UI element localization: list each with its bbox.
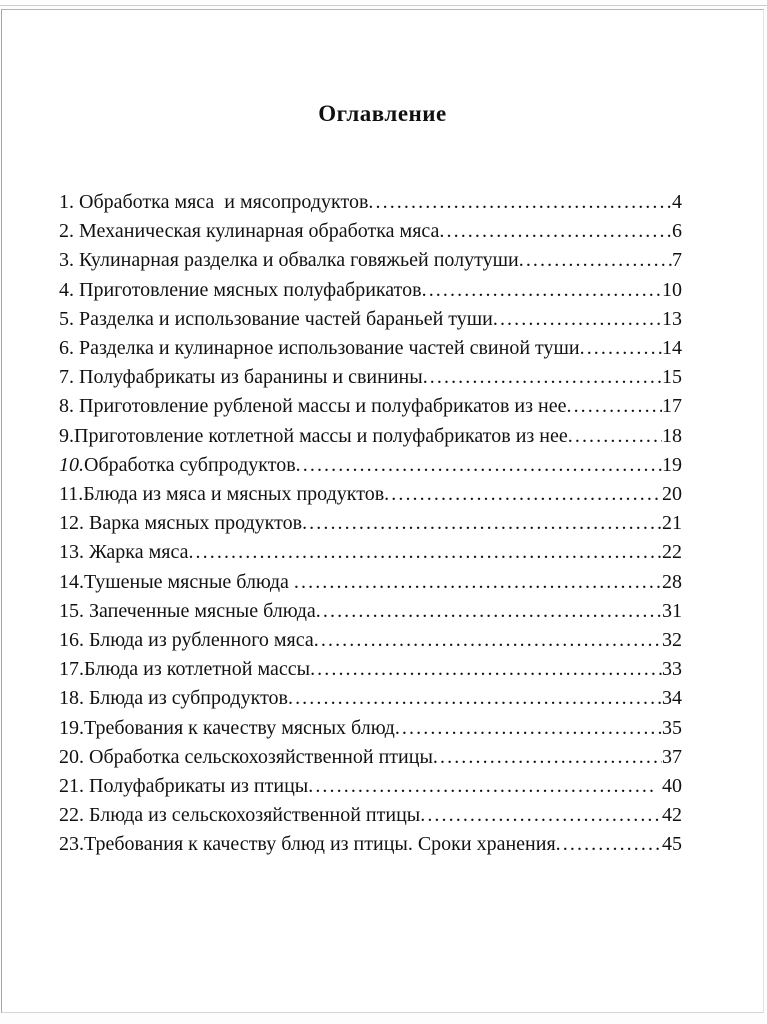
dot-leader [493,305,662,334]
toc-entry-page: 14 [662,337,682,360]
toc-entry-page: 6 [672,220,682,243]
toc-entry [59,509,682,538]
toc-entry-title: Обработка мяса и мясопродуктов [79,191,369,213]
toc-entry-title: Требования к качеству мясных блюд [84,716,395,739]
toc-entry [59,655,682,684]
toc-entry-number: 21. [59,775,89,798]
toc-entry [59,188,682,217]
dot-leader [395,714,662,743]
toc-entry-title: Обработка субпродуктов [84,453,296,476]
toc-entry-title: Разделка и использование частей бараньей туши [79,307,493,330]
dot-leader [310,655,662,684]
toc-entry-title: Механическая кулинарная обработка мяса [79,220,440,243]
viewer-top-divider [0,5,767,6]
toc-entry-page: 32 [662,629,682,652]
toc-entry-title: Запеченные мясные блюда [89,599,316,622]
toc-entry-number: 10. [59,453,84,476]
toc-entry-title: Жарка мяса [89,541,189,564]
toc-entry-number: 23. [59,833,84,856]
toc-entry [59,480,682,509]
toc-entry [59,363,682,392]
toc-entry-title: Блюда из сельскохозяйственной птицы [89,804,421,827]
dot-leader [420,801,662,830]
dot-leader [568,422,662,451]
dot-leader [566,392,662,421]
toc-entry-number: 17. [59,658,84,681]
toc-entry [59,538,682,567]
toc-entry-title: Блюда из мяса и мясных продуктов [83,483,385,506]
toc-entry-number: 22. [59,804,89,827]
toc-entry [59,830,682,859]
toc-entry-number: 8. [59,395,79,418]
dot-leader [296,451,662,480]
toc-entry-title: Разделка и кулинарное использование частей свиной туши [79,337,580,360]
toc-entry-number: 11. [59,483,84,506]
table-of-contents [59,188,682,860]
toc-entry-number: 19. [59,716,84,739]
toc-entry-number: 12. [59,512,89,535]
toc-entry-page: 18 [662,424,682,447]
dot-leader [288,684,662,713]
toc-entry-title: Приготовление рубленой массы и полуфабрикатов из нее [79,395,567,418]
toc-entry-page: 4 [672,191,682,213]
toc-entry-number: 16. [59,629,89,652]
toc-entry [59,684,682,713]
toc-entry-title: Полуфабрикаты из баранины и свинины [79,366,423,389]
dot-leader [302,509,662,538]
toc-entry [59,334,682,363]
toc-entry-number: 4. [59,278,79,301]
toc-entry-number: 18. [59,687,89,710]
toc-entry-page: 21 [662,512,682,535]
toc-entry-title: Обработка сельскохозяйственной птицы [89,745,433,768]
toc-entry-page: 37 [662,745,682,768]
toc-entry-page: 20 [662,483,682,506]
toc-entry-number: 9. [59,424,74,447]
dot-leader [308,772,657,801]
toc-entry-number: 15. [59,599,89,622]
toc-entry-number: 2. [59,220,79,243]
toc-entry [59,743,682,772]
dot-leader [314,626,662,655]
toc-entry [59,714,682,743]
toc-entry-page: 22 [662,541,682,564]
toc-entry [59,305,682,334]
toc-entry [59,626,682,655]
toc-entry-title: Приготовление мясных полуфабрикатов [79,278,422,301]
dot-leader [439,217,672,246]
dot-leader [422,276,662,305]
toc-entry-page: 42 [662,804,682,827]
toc-entry [59,392,682,421]
dot-leader [368,188,672,217]
toc-entry [59,451,682,480]
toc-entry-title: Блюда из субпродуктов [89,687,288,710]
dot-leader [556,830,662,859]
toc-entry-page: 13 [662,307,682,330]
toc-entry [59,246,682,275]
toc-entry-page: 7 [672,249,682,272]
toc-entry-page: 35 [662,716,682,739]
toc-entry-number: 13. [59,541,89,564]
toc-entry-number: 3. [59,249,79,272]
dot-leader [433,743,662,772]
dot-leader [384,480,662,509]
toc-entry-page: 31 [662,599,682,622]
toc-entry-number: 14. [59,570,84,593]
toc-entry [59,772,682,801]
toc-entry-title: Тушеные мясные блюда [84,570,294,593]
toc-entry-number: 1. [59,191,79,213]
toc-entry-page: 15 [662,366,682,389]
toc-entry-title: Кулинарная разделка и обвалка говяжьей полутуши [79,249,519,272]
dot-leader [294,568,662,597]
toc-entry [59,217,682,246]
document-page [1,9,764,1013]
toc-entry-title: Полуфабрикаты из птицы [89,775,309,798]
toc-entry-number: 20. [59,745,89,768]
toc-entry [59,597,682,626]
toc-entry-number: 7. [59,366,79,389]
toc-entry-page: 33 [662,658,682,681]
toc-entry-title: Требования к качеству блюд из птицы. Сроки хранения [84,833,556,856]
toc-entry-page: 34 [662,687,682,710]
toc-entry-page: 19 [662,453,682,476]
toc-entry [59,801,682,830]
toc-entry-title: Приготовление котлетной массы и полуфабрикатов из нее [74,424,568,447]
dot-leader [580,334,662,363]
toc-entry-page: 28 [662,570,682,593]
toc-entry-page: 45 [662,833,682,856]
toc-entry-title: Блюда из котлетной массы [84,658,311,681]
toc-entry-page: 17 [662,395,682,418]
toc-entry [59,422,682,451]
dot-leader [519,246,672,275]
toc-entry-number: 6. [59,337,79,360]
dot-leader [316,597,662,626]
toc-entry-title: Варка мясных продуктов [89,512,303,535]
toc-entry-number: 5. [59,307,79,330]
dot-leader [423,363,662,392]
toc-entry-title: Блюда из рубленного мяса [89,629,314,652]
toc-entry-page: 40 [657,775,682,798]
dot-leader [188,538,662,567]
page-title: Оглавление [318,101,447,126]
toc-entry [59,276,682,305]
toc-entry-page: 10 [662,278,682,301]
toc-entry [59,568,682,597]
